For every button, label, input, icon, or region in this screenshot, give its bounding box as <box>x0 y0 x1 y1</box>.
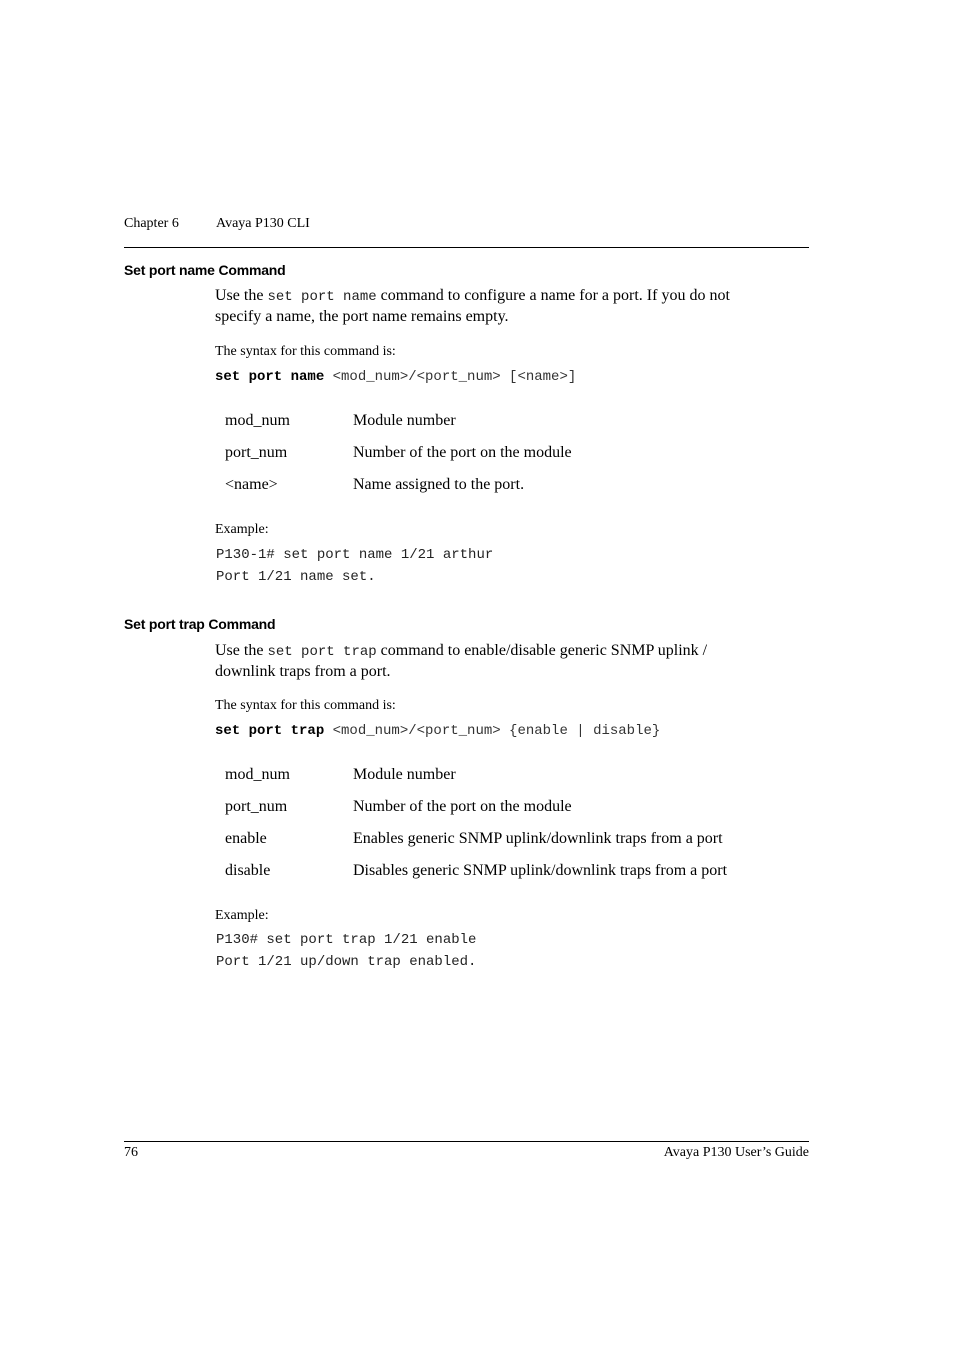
example-code-line: Port 1/21 up/down trap enabled. <box>216 954 477 970</box>
param-term: <name> <box>225 476 278 493</box>
syntax-label: The syntax for this command is: <box>215 344 396 359</box>
syntax-arguments: <mod_num>/<port_num> {enable | disable} <box>324 723 661 739</box>
intro-text: Use the <box>215 287 268 304</box>
footer-doc-title: Avaya P130 User’s Guide <box>663 1145 809 1160</box>
intro-text: specify a name, the port name remains empty. <box>215 308 509 325</box>
section-intro-set-port-trap <box>215 641 809 681</box>
syntax-command: set port trap <box>215 723 325 739</box>
param-description: Disables generic SNMP uplink/downlink traps from a port <box>353 862 728 879</box>
syntax-line <box>215 723 660 739</box>
param-description: Number of the port on the module <box>353 798 572 815</box>
param-term: mod_num <box>225 412 290 429</box>
param-term: enable <box>225 830 267 847</box>
header-rule <box>124 247 809 248</box>
intro-text: Use the <box>215 642 268 659</box>
inline-command: set port trap <box>267 644 377 660</box>
param-term: port_num <box>225 444 288 461</box>
page-number: 76 <box>124 1145 138 1160</box>
intro-text: command to enable/disable generic SNMP uplink / <box>376 642 708 659</box>
inline-command: set port name <box>267 289 377 305</box>
param-term: disable <box>225 862 271 879</box>
syntax-label: The syntax for this command is: <box>215 698 396 713</box>
syntax-command: set port name <box>215 369 325 385</box>
section-heading-set-port-trap: Set port trap Command <box>124 616 276 632</box>
syntax-arguments: <mod_num>/<port_num> [<name>] <box>324 369 577 385</box>
param-term: mod_num <box>225 766 290 783</box>
param-description: Enables generic SNMP uplink/downlink traps from a port <box>353 830 723 847</box>
header-chapter: Chapter 6 <box>124 216 179 231</box>
param-description: Module number <box>353 412 456 429</box>
example-label: Example: <box>215 908 269 923</box>
example-code-line: P130# set port trap 1/21 enable <box>216 932 477 948</box>
example-label: Example: <box>215 522 269 537</box>
footer-rule <box>124 1141 809 1142</box>
syntax-line <box>215 369 576 385</box>
example-code-line: P130-1# set port name 1/21 arthur <box>216 547 494 563</box>
intro-text: downlink traps from a port. <box>215 663 391 680</box>
param-description: Number of the port on the module <box>353 444 572 461</box>
header-title: Avaya P130 CLI <box>216 216 310 231</box>
intro-text: command to configure a name for a port. If you do not <box>376 287 730 304</box>
param-description: Module number <box>353 766 456 783</box>
section-intro-set-port-name <box>215 286 809 326</box>
param-description: Name assigned to the port. <box>353 476 525 493</box>
param-term: port_num <box>225 798 288 815</box>
example-code-line: Port 1/21 name set. <box>216 569 376 585</box>
section-heading-set-port-name: Set port name Command <box>124 262 286 278</box>
